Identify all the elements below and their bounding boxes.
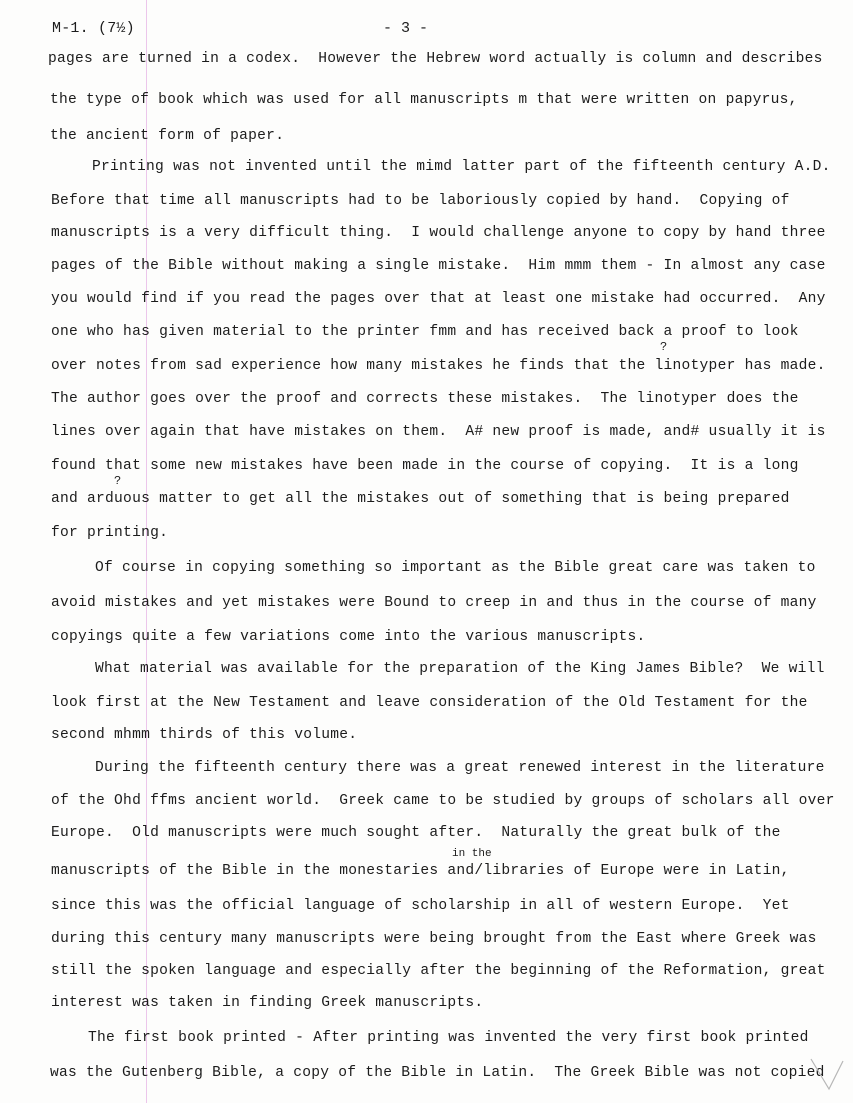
text-line: Of course in copying something so important as the Bible great care was taken to [95, 560, 816, 576]
text-line: and arduous matter to get all the mistakes out of something that is being prepared [51, 491, 790, 507]
text-line: pages are turned in a codex. However the Hebrew word actually is column and describes [48, 51, 823, 67]
proofreader-mark: ? [114, 474, 122, 488]
text-line: second mhmm thirds of this volume. [51, 727, 358, 743]
text-line: What material was available for the preparation of the King James Bible? We will [95, 661, 825, 677]
text-line: found that some new mistakes have been made in the course of copying. It is a long [51, 458, 799, 474]
text-line: one who has given material to the printer fmm and has received back a proof to look [51, 324, 799, 340]
text-line: you would find if you read the pages over that at least one mistake had occurred. Any [51, 291, 826, 307]
text-line: of the Ohd ffms ancient world. Greek came to be studied by groups of scholars all over [51, 793, 835, 809]
text-line: was the Gutenberg Bible, a copy of the Bible in Latin. The Greek Bible was not copied [50, 1065, 825, 1081]
text-line: during this century many manuscripts were being brought from the East where Greek was [51, 931, 817, 947]
interlinear-insertion: in the [452, 848, 492, 860]
text-line: The author goes over the proof and corrects these mistakes. The linotyper does the [51, 391, 799, 407]
text-line: interest was taken in finding Greek manuscripts. [51, 995, 484, 1011]
text-line: the ancient form of paper. [50, 128, 285, 144]
text-line: Printing was not invented until the mimd latter part of the fifteenth century A.D. [92, 159, 831, 175]
text-line: manuscripts is a very difficult thing. I would challenge anyone to copy by hand three [51, 225, 826, 241]
text-line: manuscripts of the Bible in the monestaries and/libraries of Europe were in Latin, [51, 863, 790, 879]
text-line: lines over again that have mistakes on them. A# new proof is made, and# usually it is [51, 424, 826, 440]
text-line: since this was the official language of scholarship in all of western Europe. Yet [51, 898, 790, 914]
section-heading-line: The first book printed - After printing was invented the very first book printed [88, 1030, 809, 1046]
text-line: avoid mistakes and yet mistakes were Bound to creep in and thus in the course of many [51, 595, 817, 611]
page-number: - 3 - [383, 20, 429, 37]
text-line: look first at the New Testament and leave consideration of the Old Testament for the [51, 695, 808, 711]
text-line: still the spoken language and especially after the beginning of the Reformation, great [51, 963, 826, 979]
proofreader-mark: ? [660, 340, 668, 354]
text-line: pages of the Bible without making a single mistake. Him mmm them - In almost any case [51, 258, 826, 274]
text-line: Before that time all manuscripts had to be laboriously copied by hand. Copying of [51, 193, 790, 209]
text-line: copyings quite a few variations come into the various manuscripts. [51, 629, 646, 645]
pencil-mark-icon [807, 1055, 847, 1095]
text-line: the type of book which was used for all manuscripts m that were written on papyrus, [50, 92, 798, 108]
text-line: Europe. Old manuscripts were much sought after. Naturally the great bulk of the [51, 825, 781, 841]
text-line: for printing. [51, 525, 169, 541]
text-line: During the fifteenth century there was a great renewed interest in the literature [95, 760, 825, 776]
text-line: over notes from sad experience how many mistakes he finds that the linotyper has made. [51, 358, 826, 374]
page-reference: M-1. (7½) [52, 20, 135, 37]
